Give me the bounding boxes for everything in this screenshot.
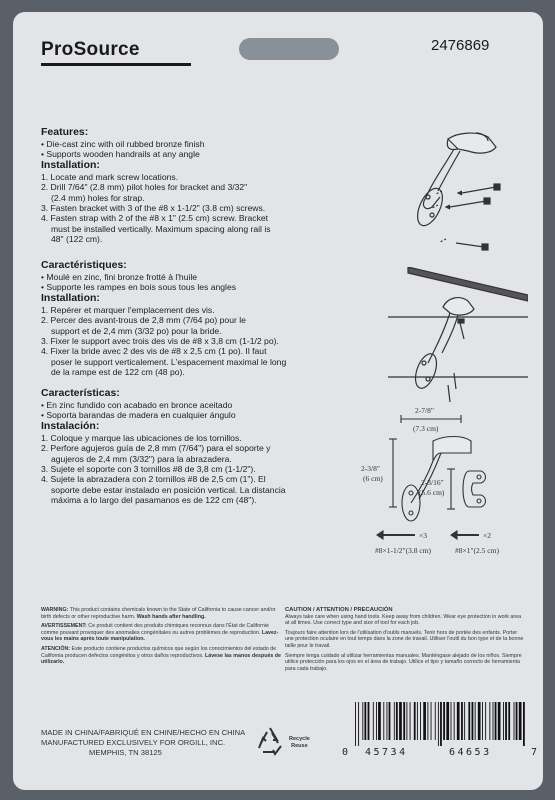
barcode-bar bbox=[443, 702, 445, 740]
features-title: Características: bbox=[41, 387, 120, 399]
recycle-icon bbox=[253, 724, 287, 758]
barcode-bar bbox=[358, 702, 359, 746]
step-item: de la rampe est de 122 cm (48 po). bbox=[51, 367, 185, 378]
installation-title: Instalación: bbox=[41, 420, 100, 433]
step-item: 4. Fasten strap with 2 of the #8 x 1" (2.5 cm) screw. Bracket bbox=[41, 213, 269, 224]
barcode-bar bbox=[420, 702, 421, 740]
recycle-text: Recycle bbox=[289, 736, 310, 742]
barcode-bar bbox=[435, 702, 436, 740]
barcode-bar bbox=[482, 702, 483, 740]
barcode-bar bbox=[475, 702, 476, 740]
barcode-lead-digit: 0 bbox=[342, 747, 349, 758]
manufacturer-line: MANUFACTURED EXCLUSIVELY FOR ORGILL, INC. bbox=[41, 738, 226, 747]
barcode-bar bbox=[493, 702, 494, 740]
brand-logo: ProSource bbox=[41, 39, 140, 60]
width-cm-label: (7.3 cm) bbox=[413, 424, 439, 433]
screw1-label: #8×1-1/2"(3.8 cm) bbox=[375, 546, 432, 555]
barcode-bar bbox=[472, 702, 474, 740]
made-in-line: MADE IN CHINA/FABRIQUÉ EN CHINE/HECHO EN CHINA bbox=[41, 728, 246, 737]
barcode-bar bbox=[451, 702, 452, 740]
dimension-diagram bbox=[353, 407, 533, 572]
step-item: (2.4 mm) holes for strap. bbox=[51, 192, 145, 203]
avertissement-note: Lavez-vous les mains après toute manipulation. bbox=[41, 629, 279, 643]
warning-label: WARNING: bbox=[41, 607, 69, 613]
step-item: 1. Locate and mark screw locations. bbox=[41, 171, 179, 182]
barcode-bar bbox=[464, 702, 465, 740]
barcode-bar bbox=[355, 702, 356, 746]
barcode-bar bbox=[489, 702, 490, 740]
feature-item: • Moulé en zinc, fini bronze frotté à l'huile bbox=[41, 271, 198, 282]
barcode-bar bbox=[438, 702, 439, 746]
step-item: support et de 2,4 mm (3/32 po) pour la bride. bbox=[51, 325, 222, 336]
caution-en: Always take care when using hand tools. Keep away from children. Wear eye protection in work area at all times. Use correct type and size of tool for each job. bbox=[285, 613, 522, 627]
screw2-qty: ×2 bbox=[483, 531, 491, 540]
barcode-bar bbox=[383, 702, 384, 740]
atencion-text: Este producto contiene productos químicos que según los conocimientos del estado de California producen defectos congénitos y otros daños reproductivos. bbox=[41, 645, 277, 659]
barcode-bar bbox=[478, 702, 481, 740]
barcode-bar bbox=[431, 702, 432, 740]
barcode-bar bbox=[394, 702, 395, 740]
brand-underline bbox=[41, 63, 191, 66]
reuse-text: Reuse bbox=[291, 742, 308, 749]
barcode-bar bbox=[495, 702, 497, 740]
screw2-label: #8×1"(2.5 cm) bbox=[455, 546, 499, 555]
feature-item: • Die-cast zinc with oil rubbed bronze finish bbox=[41, 138, 205, 149]
hang-hole bbox=[239, 38, 339, 60]
barcode-bar bbox=[457, 702, 460, 740]
barcode-bar bbox=[414, 702, 416, 740]
barcode-bar bbox=[389, 702, 391, 740]
address-line: MEMPHIS, TN 38125 bbox=[89, 748, 162, 757]
step-item: must be installed vertically. Maximum spacing along rail is bbox=[51, 223, 271, 234]
strap-cm-label: (5.6 cm) bbox=[419, 488, 445, 497]
packaging-card bbox=[13, 12, 543, 790]
step-item: 3. Fasten bracket with 3 of the #8 x 1-1/2" (3.8 cm) screws. bbox=[41, 203, 266, 214]
barcode-bar bbox=[503, 702, 504, 740]
step-item: poser le support verticalement. L'espacement maximal le long bbox=[51, 356, 287, 367]
caution-es: Siempre tenga cuidado al utilizar herramientas manuales. Manténgase alejado de los niños. Siempre utilice protección para los ojos en el área de trabajo. Utilice el tipo y tamaño correcto de herramienta para cada trabajo. bbox=[285, 652, 522, 672]
step-item: agujeros de 2,4 mm (3/32") para la abrazadera. bbox=[51, 453, 232, 464]
barcode-bar bbox=[406, 702, 407, 740]
barcode-right-digits: 64653 bbox=[449, 747, 492, 758]
barcode-bar bbox=[403, 702, 405, 740]
barcode-bar bbox=[362, 702, 363, 740]
barcode-bar bbox=[427, 702, 428, 740]
caution-title: CAUTION / ATTENTION / PRECAUCIÓN bbox=[285, 607, 393, 613]
bracket-screws-illustration bbox=[388, 127, 528, 257]
barcode-bar bbox=[514, 702, 515, 740]
installed-bracket-illustration bbox=[388, 267, 528, 407]
height-in-label: 2-3/8" bbox=[361, 464, 380, 473]
french-section bbox=[41, 259, 371, 378]
avertissement-text: Ce produit contient des produits chimiques reconnus dans l'État de Californie comme pouvant provoquer des anomalies congénitales ou autres problèmes de reproduction. bbox=[41, 623, 269, 636]
barcode-bar bbox=[373, 702, 374, 740]
step-item: 1. Repérer et marquer l'emplacement des vis. bbox=[41, 304, 215, 315]
step-item: 2. Percer des avant-trous de 2,8 mm (7/64 po) pour le bbox=[41, 315, 246, 326]
barcode-bar bbox=[508, 702, 510, 740]
barcode-bar bbox=[461, 702, 463, 740]
barcode-check-digit: 7 bbox=[531, 747, 538, 758]
step-item: 3. Fixer le support avec trois des vis de #8 x 3,8 cm (1-1/2 po). bbox=[41, 336, 279, 347]
step-item: 48" (122 cm). bbox=[51, 234, 103, 245]
features-title: Caractéristiques: bbox=[41, 259, 127, 271]
barcode-bar bbox=[387, 702, 388, 740]
feature-item: • Supports wooden handrails at any angle bbox=[41, 148, 200, 159]
barcode-bar bbox=[498, 702, 501, 740]
strap-in-label: 2-3/16" bbox=[421, 478, 444, 487]
step-item: máxima a lo largo del pasamanos es de 122 cm (48"). bbox=[51, 495, 257, 506]
warning-block bbox=[41, 607, 281, 666]
manufacturer-info bbox=[41, 728, 245, 758]
features-title: Features: bbox=[41, 126, 89, 138]
warning-note: Wash hands after handling. bbox=[136, 613, 206, 620]
step-item: soporte debe estar instalado en posición vertical. La distancia bbox=[51, 484, 286, 495]
barcode-bar bbox=[446, 702, 449, 740]
step-item: 2. Drill 7/64" (2.8 mm) pilot holes for bracket and 3/32" bbox=[41, 182, 248, 193]
barcode-bar bbox=[505, 702, 507, 740]
barcode-bar bbox=[399, 702, 402, 740]
warning-text: This product contains chemicals known to the State of California to cause cancer and/or birth defects or other reproductive harm. bbox=[41, 607, 276, 620]
atencion-note: Lávese las manos después de utilizarlo. bbox=[41, 652, 281, 666]
barcode-bar bbox=[440, 702, 442, 746]
barcode-bar bbox=[368, 702, 370, 740]
step-item: 4. Fixer la bride avec 2 des vis de #8 x 2,5 cm (1 po). Il faut bbox=[41, 346, 267, 357]
atencion-label: ATENCIÓN: bbox=[41, 645, 71, 652]
barcode-bar bbox=[485, 702, 486, 740]
feature-item: • En zinc fundido con acabado en bronce aceitado bbox=[41, 399, 233, 410]
barcode-bar bbox=[423, 702, 426, 740]
step-item: 4. Sujete la abrazadera con 2 tornillos #8 de 2,5 cm (1"). El bbox=[41, 474, 266, 485]
barcode-bar bbox=[410, 702, 411, 740]
barcode-bar bbox=[396, 702, 398, 740]
barcode-bar bbox=[454, 702, 455, 740]
barcode-bar bbox=[378, 702, 381, 740]
installation-title: Installation: bbox=[41, 292, 100, 305]
barcode-bar bbox=[519, 702, 522, 740]
avertissement-label: AVERTISSEMENT: bbox=[41, 623, 87, 630]
caution-block bbox=[285, 607, 525, 672]
installation-title: Installation: bbox=[41, 159, 100, 172]
step-item: 3. Sujete el soporte con 3 tornillos #8 de 3,8 cm (1-1/2"). bbox=[41, 464, 256, 475]
step-item: 2. Perfore agujeros guía de 2,8 mm (7/64") para el soporte y bbox=[41, 443, 271, 454]
step-item: 1. Coloque y marque las ubicaciones de los tornillos. bbox=[41, 432, 242, 443]
spanish-section bbox=[41, 387, 371, 506]
barcode-bar bbox=[468, 702, 470, 740]
caution-fr: Toujours faire attention lors de l'utilisation d'outils manuels. Tenir hors de portée des enfants. Porter une protection oculaire en tout temps dans la zone de travail. Utiliser l'outil du bon type et de la bonne taille pour le travail. bbox=[285, 629, 524, 649]
barcode-left-digits: 45734 bbox=[365, 747, 408, 758]
width-in-label: 2-7/8" bbox=[415, 407, 434, 415]
recycle-label bbox=[289, 736, 310, 749]
feature-item: • Supporte les rampes en bois sous tous les angles bbox=[41, 281, 237, 292]
feature-item: • Soporta barandas de madera en cualquier ángulo bbox=[41, 409, 236, 420]
barcode bbox=[353, 702, 528, 746]
barcode-bar bbox=[417, 702, 418, 740]
english-section bbox=[41, 126, 371, 245]
height-cm-label: (6 cm) bbox=[363, 474, 383, 483]
barcode-bar bbox=[516, 702, 518, 740]
barcode-bar bbox=[376, 702, 377, 740]
barcode-bar bbox=[364, 702, 366, 740]
sku-number: 2476869 bbox=[431, 37, 490, 54]
barcode-bar bbox=[523, 702, 525, 746]
screw1-qty: ×3 bbox=[419, 531, 427, 540]
